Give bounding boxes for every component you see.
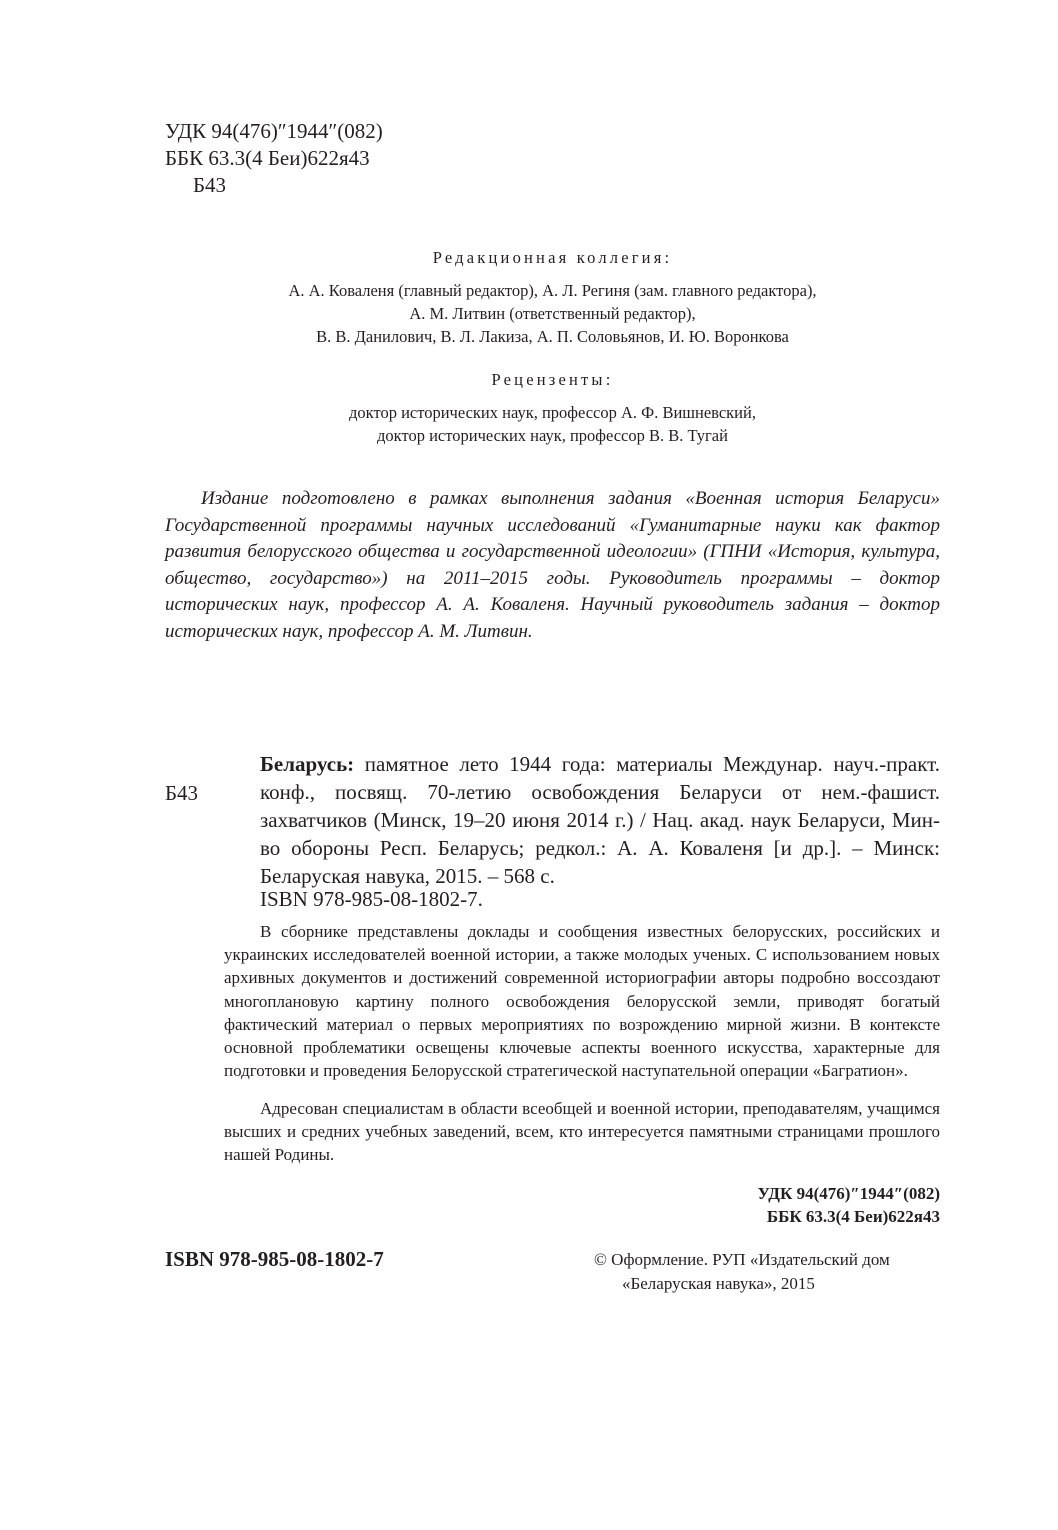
editorial-board-line: В. В. Данилович, В. Л. Лакиза, А. П. Соловьянов, И. Ю. Воронкова: [316, 327, 789, 346]
reviewer-line: доктор исторических наук, профессор В. В. Тугай: [377, 426, 728, 445]
editorial-board-line: А. М. Литвин (ответственный редактор),: [409, 304, 696, 323]
editorial-board-line: А. А. Коваленя (главный редактор), А. Л. Региня (зам. главного редактора),: [288, 281, 817, 300]
publication-note: Издание подготовлено в рамках выполнения задания «Военная история Беларуси» Государственной программы научных исследований «Гуманитарные науки как фактор развития белорусского общества и государственной идеологии» (ГПНИ «История, культура, общество, государство») на 2011–2015 годы. Руководитель программы – доктор исторических наук, профессор А. А. Коваленя. Научный руководитель задания – доктор исторических наук, профессор А. М. Литвин.: [165, 488, 940, 642]
bibliographic-code: Б43: [165, 781, 199, 805]
copyright-line-2: «Беларуская навука», 2015: [622, 1274, 815, 1293]
editorial-board: [165, 246, 940, 348]
book-title: Беларусь:: [260, 752, 355, 776]
bottom-classification: [758, 1182, 940, 1228]
copyright-line-1: © Оформление. РУП «Издательский дом: [594, 1250, 890, 1269]
isbn-main: ISBN 978-985-08-1802-7: [165, 1247, 384, 1271]
bbk-code: ББК 63.3(4 Беи)622я43: [165, 146, 370, 170]
bibliographic-description: [260, 750, 940, 890]
reviewers-heading: Рецензенты:: [491, 370, 614, 389]
bibliographic-isbn: ISBN 978-985-08-1802-7.: [260, 887, 483, 911]
udk-code: УДК 94(476)″1944″(082): [165, 119, 383, 143]
audience-paragraph: Адресован специалистам в области всеобщей и военной истории, преподавателям, учащимся высших и средних учебных заведений, всем, кто интересуется памятными страницами прошлого нашей Родины.: [224, 1099, 940, 1165]
abstract-paragraph: В сборнике представлены доклады и сообщения известных белорусских, российских и украинских исследователей военной истории, а также молодых ученых. С использованием новых архивных документов и достижений современной историографии авторы подробно воссоздают многоплановую картину полного освобождения белорусской земли, приводят богатый фактический материал о первых мероприятиях по возрождению мирной жизни. В контексте основной проблематики освещены ключевые аспекты военного искусства, характерные для подготовки и проведения Белорусской стратегической наступательной операции «Багратион».: [224, 922, 940, 1081]
bottom-udk: УДК 94(476)″1944″(082): [757, 1184, 940, 1203]
author-mark: Б43: [193, 173, 227, 197]
classification-header: [165, 118, 383, 199]
bottom-bbk: ББК 63.3(4 Беи)622я43: [766, 1207, 940, 1226]
copyright: [594, 1248, 954, 1296]
reviewers: [165, 368, 940, 447]
book-description: памятное лето 1944 года: материалы Междунар. науч.-практ. конф., посвящ. 70-летию освобождения Беларуси от нем.-фашист. захватчиков (Минск, 19–20 июня 2014 г.) / Нац. акад. наук Беларуси, Мин-во обороны Респ. Беларусь; редкол.: А. А. Коваленя [и др.]. – Минск: Беларуская навука, 2015. – 568 с.: [260, 752, 940, 888]
reviewer-line: доктор исторических наук, профессор А. Ф. Вишневский,: [349, 403, 756, 422]
editorial-board-heading: Редакционная коллегия:: [432, 248, 673, 267]
